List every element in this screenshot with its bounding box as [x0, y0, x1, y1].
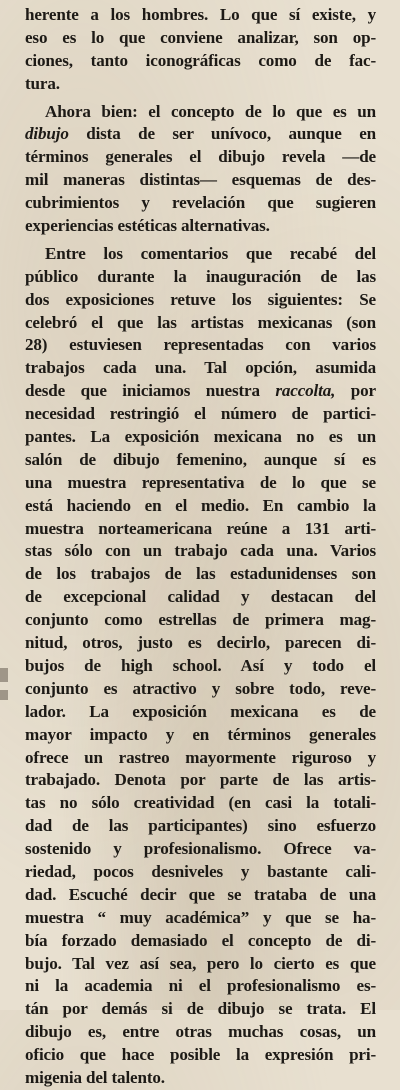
- text-segment: migenia del talento.: [25, 1067, 165, 1087]
- text-segment: bía forzado demasiado el concepto de di-: [25, 930, 376, 950]
- text-line: [25, 678, 376, 701]
- text-line: [25, 403, 376, 426]
- text-line: [25, 838, 376, 861]
- text-segment: ciones, tanto iconográficas como de fac-: [25, 50, 376, 70]
- paragraph: [25, 243, 376, 1090]
- text-segment: de los trabajos de las estadunidenses son: [25, 564, 376, 584]
- text-line: [25, 50, 376, 73]
- text-segment: nitud, otros, justo es decirlo, parecen di-: [25, 633, 376, 653]
- text-line: [25, 518, 376, 541]
- text-segment: conjunto como estrellas de primera mag-: [25, 610, 376, 630]
- text-line: [25, 930, 376, 953]
- text-line: [25, 312, 376, 335]
- text-segment: oficio que hace posible la expresión pri-: [25, 1045, 376, 1065]
- italic-text: raccolta,: [275, 381, 336, 401]
- text-segment: trabajos cada una. Tal opción, asumida: [25, 358, 376, 378]
- text-line: [25, 243, 376, 266]
- text-segment: sostenido y profesionalismo. Ofrece va-: [25, 839, 376, 859]
- text-line: [25, 792, 376, 815]
- text-segment: experiencias estéticas alternativas.: [25, 216, 270, 236]
- text-line: [25, 266, 376, 289]
- text-segment: tas no sólo creatividad (en casi la totali-: [25, 793, 376, 813]
- text-line: [25, 123, 376, 146]
- text-line: [25, 632, 376, 655]
- text-segment: términos generales el dibujo revela —de: [25, 147, 376, 167]
- text-segment: de excepcional calidad y destacan del: [25, 587, 376, 607]
- text-segment: dista de ser unívoco, aunque en: [68, 124, 376, 144]
- text-segment: una muestra representativa de lo que se: [25, 472, 376, 492]
- paragraph: [25, 4, 376, 96]
- text-line: [25, 73, 376, 96]
- text-segment: pantes. La exposición mexicana no es un: [25, 427, 376, 447]
- text-line: [25, 724, 376, 747]
- italic-text: dibujo: [25, 124, 69, 144]
- text-segment: está haciendo en el medio. En cambio la: [25, 495, 376, 515]
- text-line: [25, 334, 376, 357]
- text-segment: trabajado. Denota por parte de las artis-: [25, 770, 376, 790]
- text-line: [25, 815, 376, 838]
- text-segment: necesidad restringió el número de partici-: [25, 404, 376, 424]
- text-segment: conjunto es atractivo y sobre todo, reve-: [25, 678, 376, 698]
- text-line: [25, 215, 376, 238]
- text-segment: desde que iniciamos nuestra: [25, 381, 276, 401]
- text-segment: riedad, pocos desniveles y bastante cali-: [25, 861, 376, 881]
- text-line: [25, 907, 376, 930]
- text-line: [25, 146, 376, 169]
- text-segment: celebró el que las artistas mexicanas (son: [25, 312, 376, 332]
- text-line: [25, 357, 376, 380]
- text-line: [25, 701, 376, 724]
- text-line: [25, 1044, 376, 1067]
- text-line: [25, 169, 376, 192]
- text-line: [25, 586, 376, 609]
- text-segment: tán por demás si de dibujo se trata. El: [25, 999, 376, 1019]
- text-line: [25, 953, 376, 976]
- text-line: [25, 1021, 376, 1044]
- text-line: [25, 609, 376, 632]
- text-segment: bujo. Tal vez así sea, pero lo cierto es que: [25, 953, 376, 973]
- text-segment: herente a los hombres. Lo que sí existe, y: [25, 5, 376, 24]
- text-line: [25, 769, 376, 792]
- text-segment: stas sólo con un trabajo cada una. Varios: [25, 541, 376, 561]
- text-segment: ni la academia ni el profesionalismo es-: [25, 976, 376, 996]
- text-segment: dos exposiciones retuve los siguientes: Se: [25, 289, 376, 309]
- text-segment: mayor impacto y en términos generales: [25, 724, 376, 744]
- text-segment: bujos de high school. Así y todo el: [25, 655, 376, 675]
- text-line: [25, 747, 376, 770]
- text-line: [25, 4, 376, 27]
- text-line: [25, 563, 376, 586]
- text-line: [25, 27, 376, 50]
- text-line: [25, 472, 376, 495]
- text-line: [25, 192, 376, 215]
- text-line: [25, 289, 376, 312]
- text-segment: 28) estuviesen representadas con varios: [25, 335, 376, 355]
- text-segment: ofrece un rastreo mayormente riguroso y: [25, 747, 376, 767]
- text-line: [25, 380, 376, 403]
- text-line: [25, 975, 376, 998]
- edge-stain: [0, 690, 8, 700]
- text-line: [25, 655, 376, 678]
- article-text-column: [25, 4, 376, 1090]
- text-segment: salón de dibujo femenino, aunque sí es: [25, 449, 376, 469]
- text-segment: dad de las participantes) sino esfuerzo: [25, 816, 376, 836]
- text-segment: dibujo es, entre otras muchas cosas, un: [25, 1022, 376, 1042]
- text-line: [25, 884, 376, 907]
- text-segment: eso es lo que conviene analizar, son op-: [25, 27, 376, 47]
- text-segment: dad. Escuché decir que se trataba de una: [25, 884, 376, 904]
- text-line: [25, 426, 376, 449]
- text-segment: mil maneras distintas— esquemas de des-: [25, 170, 376, 190]
- text-line: [25, 1067, 376, 1090]
- text-segment: lador. La exposición mexicana es de: [25, 701, 376, 721]
- text-line: [25, 861, 376, 884]
- text-line: [25, 449, 376, 472]
- text-segment: público durante la inauguración de las: [25, 266, 376, 286]
- text-segment: muestra “ muy académica” y que se ha-: [25, 907, 376, 927]
- edge-stain: [0, 668, 8, 682]
- text-segment: Ahora bien: el concepto de lo que es un: [45, 101, 376, 121]
- text-segment: por: [335, 381, 376, 401]
- text-line: [25, 495, 376, 518]
- text-segment: cubrimientos y revelación que sugieren: [25, 193, 376, 213]
- text-line: [25, 540, 376, 563]
- text-line: [25, 101, 376, 124]
- text-segment: Entre los comentarios que recabé del: [45, 243, 376, 263]
- paragraph: [25, 101, 376, 238]
- text-segment: muestra norteamericana reúne a 131 arti-: [25, 518, 376, 538]
- text-segment: tura.: [25, 73, 60, 93]
